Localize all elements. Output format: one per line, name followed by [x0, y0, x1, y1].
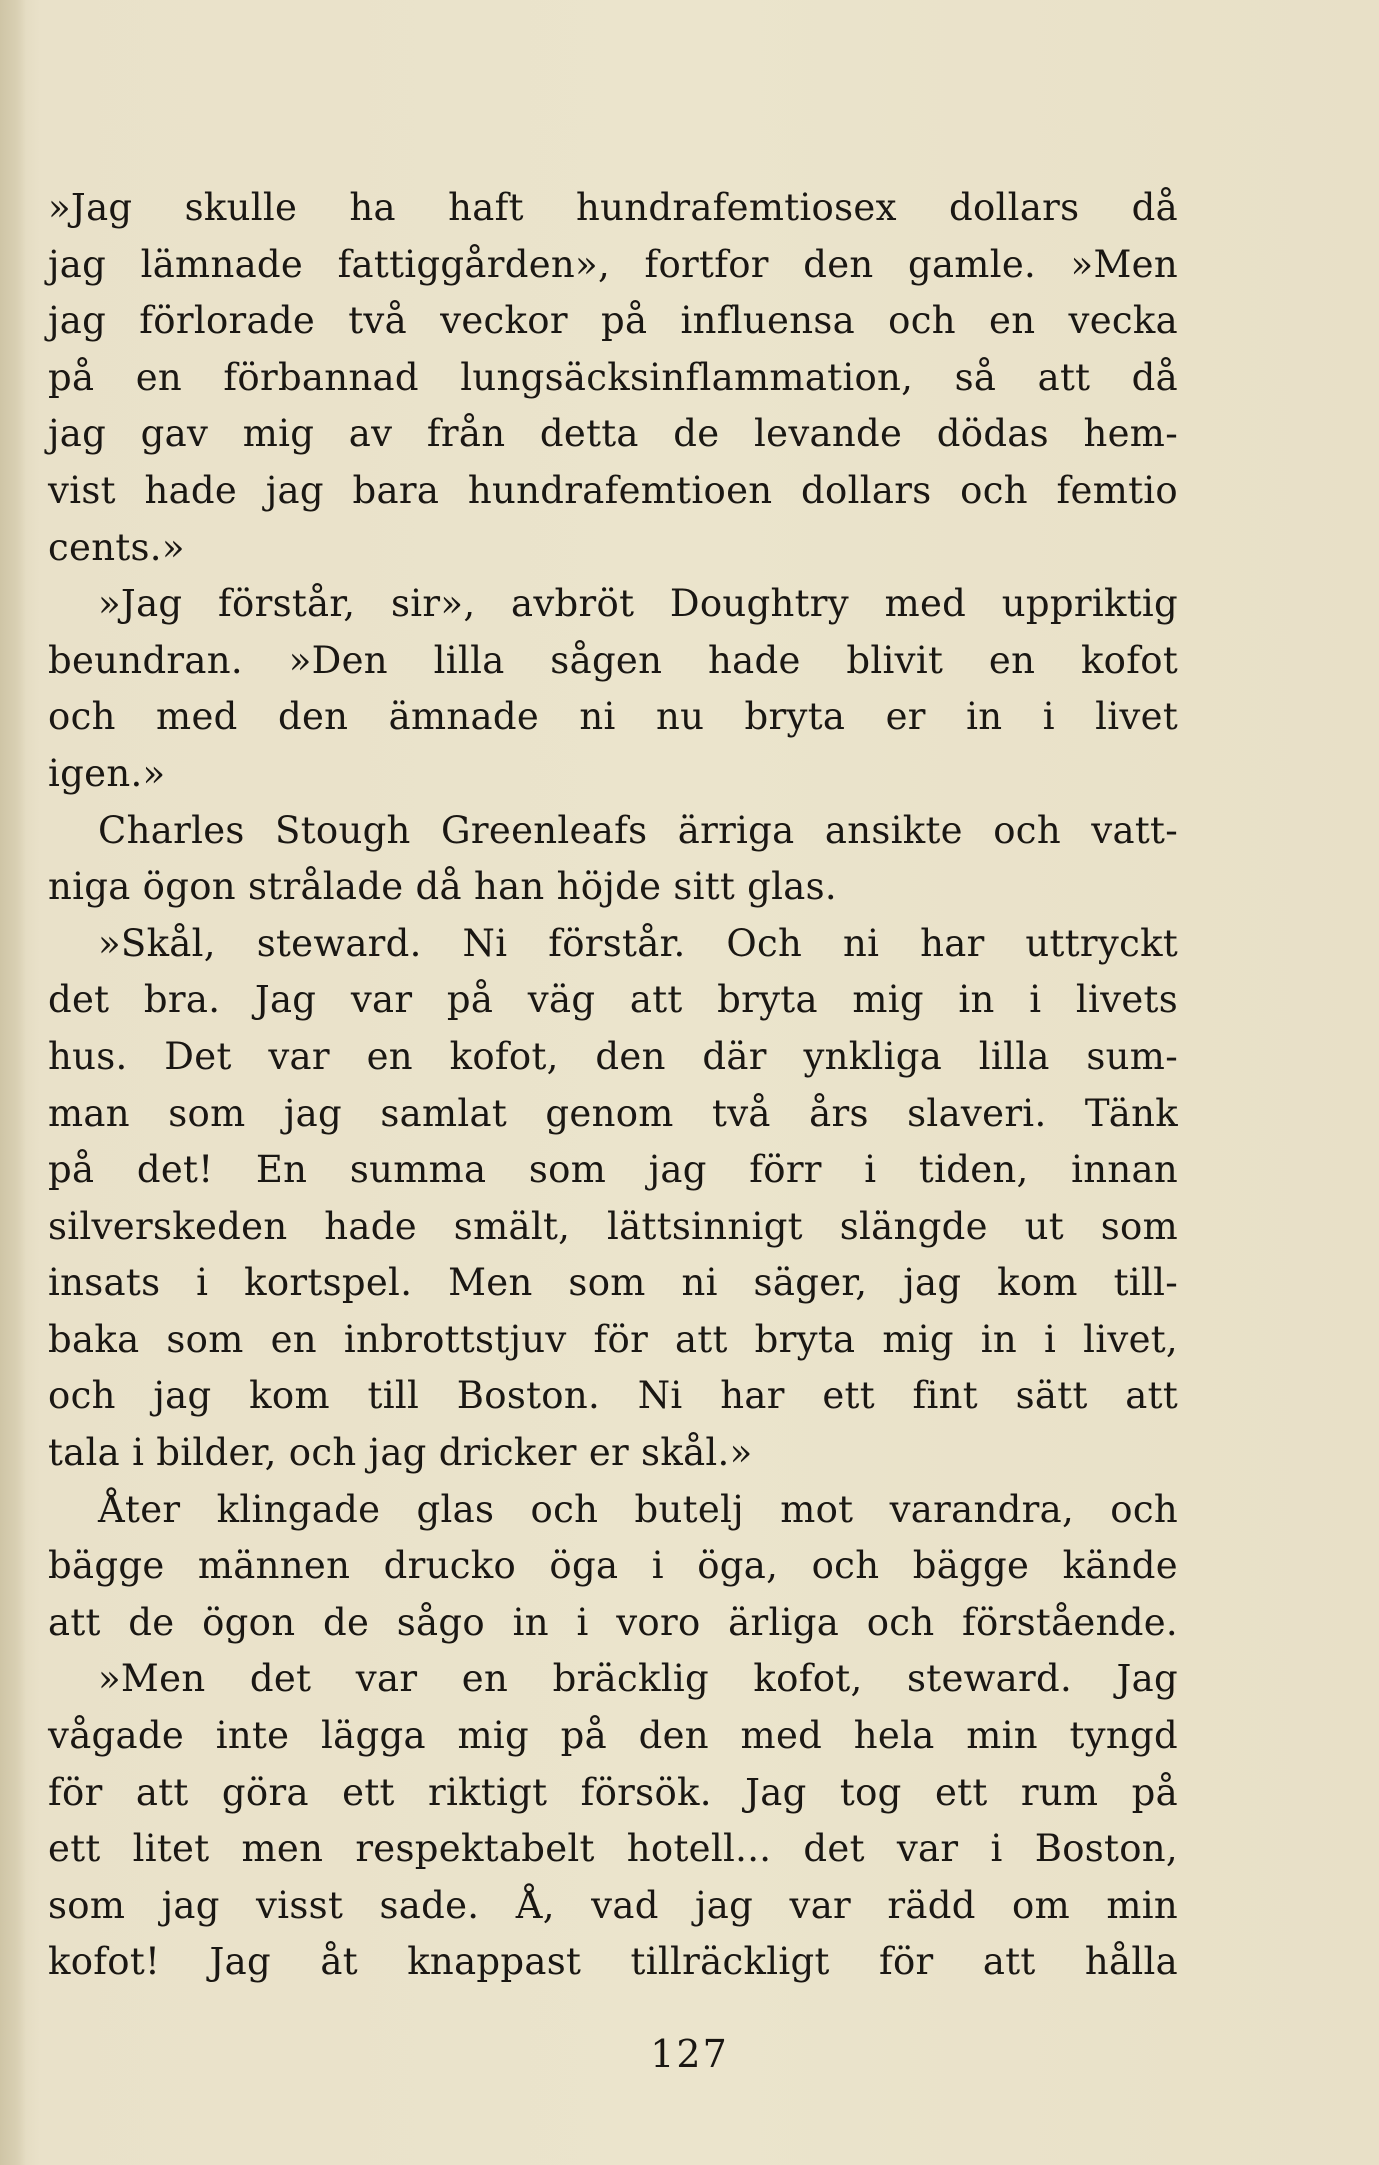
text-line: silverskeden hade smält, lättsinnigt slängde ut som — [48, 1204, 1178, 1248]
text-line: igen.» — [48, 751, 166, 795]
text-line: Charles Stough Greenleafs ärriga ansikte och vatt- — [98, 808, 1178, 852]
text-line: att de ögon de sågo in i voro ärliga och förstående. — [48, 1600, 1178, 1644]
text-line: kofot! Jag åt knappast tillräckligt för att hålla — [48, 1940, 1178, 1984]
text-line: bägge männen drucko öga i öga, och bägge kände — [48, 1544, 1178, 1588]
text-line: jag gav mig av från detta de levande dödas hem- — [48, 412, 1178, 456]
text-line: på en förbannad lungsäcksinflammation, så att då — [48, 355, 1178, 399]
text-line: och jag kom till Boston. Ni har ett fint sätt att — [48, 1374, 1178, 1418]
text-line: jag lämnade fattiggården», fortfor den gamle. »Men — [48, 242, 1178, 286]
page-number: 127 — [650, 2032, 729, 2076]
text-line: baka som en inbrottstjuv för att bryta mig in i livet, — [48, 1317, 1178, 1361]
body-text — [48, 180, 1178, 1991]
text-line: »Jag förstår, sir», avbröt Doughtry med uppriktig — [98, 582, 1178, 626]
text-line: jag förlorade två veckor på influensa och en vecka — [48, 299, 1178, 343]
text-line: beundran. »Den lilla sågen hade blivit en kofot — [48, 638, 1178, 682]
text-line: man som jag samlat genom två års slaveri. Tänk — [48, 1091, 1178, 1135]
spine-shadow — [0, 0, 26, 2165]
text-line: på det! En summa som jag förr i tiden, innan — [48, 1148, 1178, 1192]
text-line: vist hade jag bara hundrafemtioen dollars och femtio — [48, 468, 1178, 512]
text-line: det bra. Jag var på väg att bryta mig in i livets — [48, 978, 1178, 1022]
text-line: för att göra ett riktigt försök. Jag tog ett rum på — [48, 1770, 1178, 1814]
text-line: och med den ämnade ni nu bryta er in i livet — [48, 695, 1178, 739]
text-line: som jag visst sade. Å, vad jag var rädd om min — [48, 1883, 1178, 1927]
text-line: »Men det var en bräcklig kofot, steward. Jag — [98, 1657, 1178, 1701]
text-line: vågade inte lägga mig på den med hela min tyngd — [48, 1714, 1178, 1758]
text-line: »Skål, steward. Ni förstår. Och ni har uttryckt — [98, 921, 1178, 965]
text-line: niga ögon strålade då han höjde sitt glas. — [48, 865, 837, 909]
text-line: hus. Det var en kofot, den där ynkliga lilla sum- — [48, 1034, 1178, 1078]
text-line: »Jag skulle ha haft hundrafemtiosex dollars då — [48, 186, 1178, 229]
text-line: tala i bilder, och jag dricker er skål.» — [48, 1431, 753, 1475]
text-line: cents.» — [48, 525, 185, 569]
text-line: insats i kortspel. Men som ni säger, jag kom till- — [48, 1261, 1178, 1305]
text-line: Åter klingade glas och butelj mot varandra, och — [98, 1487, 1178, 1531]
text-line: ett litet men respektabelt hotell... det var i Boston, — [48, 1827, 1178, 1871]
